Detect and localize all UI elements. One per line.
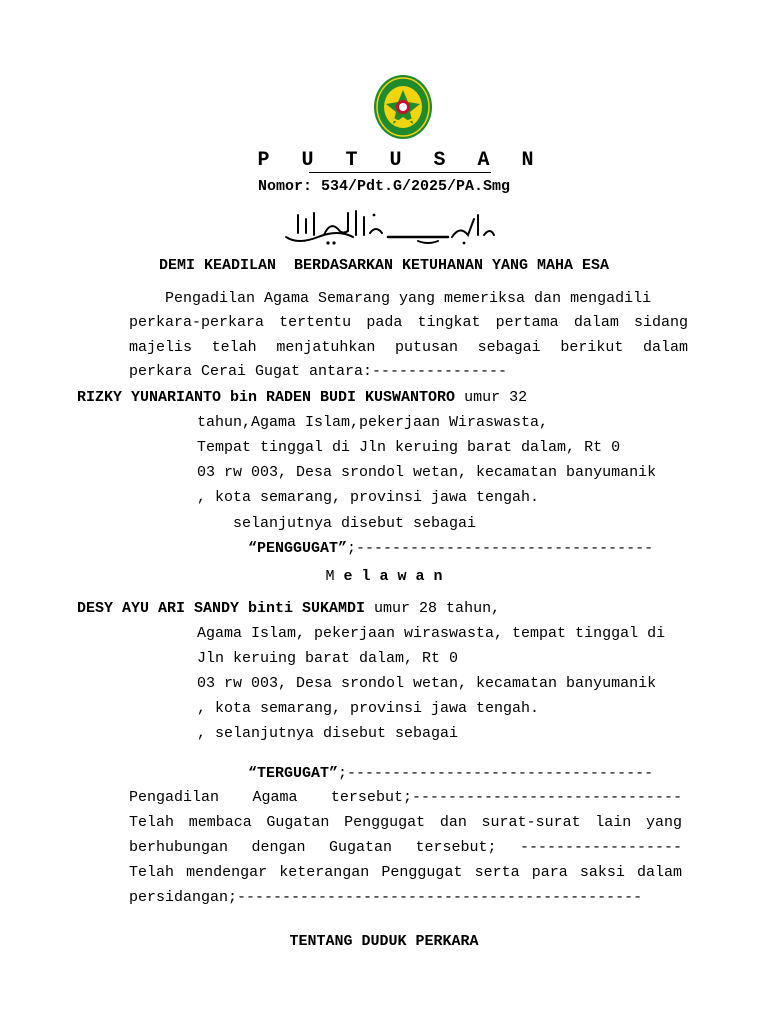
plaintiff-line-6: selanjutnya disebut sebagai (233, 515, 477, 532)
intro-line-1: Pengadilan Agama Semarang yang memeriksa dan mengadili (165, 290, 652, 307)
court-emblem-logo (373, 74, 433, 140)
plaintiff-age: umur 32 (455, 389, 528, 406)
intro-line-4: perkara Cerai Gugat antara:--------------- (129, 363, 508, 380)
defendant-line-4: 03 rw 003, Desa srondol wetan, kecamatan banyumanik (197, 675, 657, 692)
melawan-m: M (325, 568, 335, 585)
body-line-1: Pengadilan Agama tersebut;------------------------------ (129, 789, 682, 806)
heading-demi-keadilan: DEMI KEADILAN BERDASARKAN KETUHANAN YANG MAHA ESA (158, 257, 610, 274)
plaintiff-line-3: Tempat tinggal di Jln keruing barat dalam, Rt 0 (197, 439, 621, 456)
section-heading-duduk-perkara: TENTANG DUDUK PERKARA (289, 933, 479, 950)
basmalah-calligraphy (278, 207, 500, 247)
body-line-2: Telah membaca Gugatan Penggugat dan surat-surat lain yang (129, 814, 682, 831)
plaintiff-line-5: , kota semarang, provinsi jawa tengah. (197, 489, 540, 506)
plaintiff-line-1 (77, 388, 527, 408)
body-line-3: berhubungan dengan Gugatan tersebut; ------------------ (129, 839, 682, 856)
defendant-line-3: Jln keruing barat dalam, Rt 0 (197, 650, 459, 667)
intro-line-2: perkara-perkara tertentu pada tingkat pertama dalam sidang (129, 314, 688, 331)
title-underline (309, 172, 491, 173)
defendant-line-6: , selanjutnya disebut sebagai (197, 725, 459, 742)
tergugat-dashes: ;---------------------------------- (338, 765, 654, 782)
plaintiff-name: RIZKY YUNARIANTO bin RADEN BUDI KUSWANTORO (77, 389, 456, 406)
body-line-4: Telah mendengar keterangan Penggugat serta para saksi dalam (129, 864, 682, 881)
penggugat-dashes: ;--------------------------------- (347, 540, 654, 557)
intro-line-3: majelis telah menjatuhkan putusan sebagai berikut dalam (129, 339, 688, 356)
melawan-rest: e l a w a n (343, 568, 443, 585)
plaintiff-line-4: 03 rw 003, Desa srondol wetan, kecamatan banyumanik (197, 464, 657, 481)
defendant-age: umur 28 tahun, (365, 600, 501, 617)
melawan-heading (0, 567, 768, 587)
case-number: Nomor: 534/Pdt.G/2025/PA.Smg (257, 178, 511, 195)
plaintiff-role (248, 539, 653, 559)
defendant-line-5: , kota semarang, provinsi jawa tengah. (197, 700, 540, 717)
document-title: P U T U S A N (257, 149, 544, 172)
defendant-line-2: Agama Islam, pekerjaan wiraswasta, tempat tinggal di (197, 625, 666, 642)
defendant-role (248, 764, 653, 784)
defendant-line-1 (77, 599, 500, 619)
body-line-5: persidangan;--------------------------------------------- (129, 889, 643, 906)
tergugat-label: “TERGUGAT” (248, 765, 339, 782)
plaintiff-line-2: tahun,Agama Islam,pekerjaan Wiraswasta, (197, 414, 549, 431)
defendant-name: DESY AYU ARI SANDY binti SUKAMDI (77, 600, 366, 617)
penggugat-label: “PENGGUGAT” (248, 540, 348, 557)
